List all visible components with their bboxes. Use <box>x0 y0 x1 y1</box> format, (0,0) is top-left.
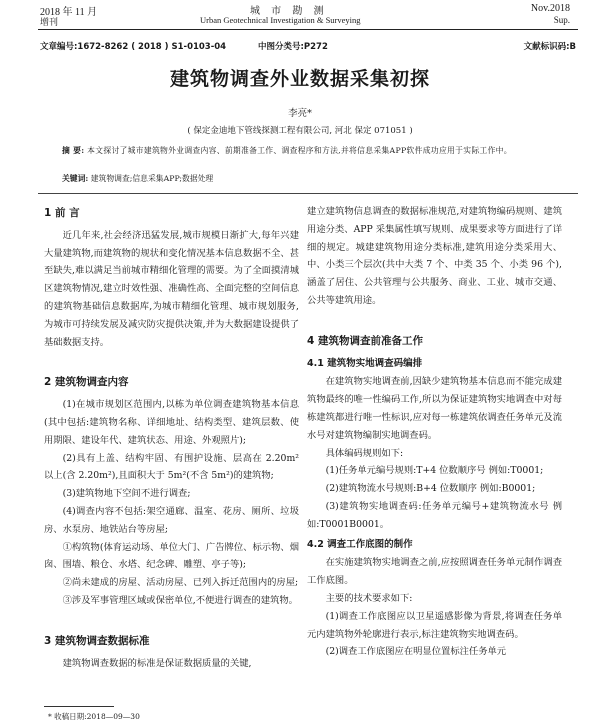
header-date-english: Nov.2018 <box>530 3 570 14</box>
paragraph: (1)任务单元编号规则:T+4 位数顺序号 例如:T0001; <box>325 465 544 477</box>
paragraph: (3)建筑物地下空间不进行调查; <box>62 488 191 500</box>
paragraph: (1)在城市规划区范围内,以栋为单位调查建筑物基本信息(其中包括:建筑物名称、详细地址、结构类型、建筑层数、使用期限、建设年代、建筑状态、用途、外观照片); <box>44 399 299 446</box>
journal-english-name: Urban Geotechnical Investigation & Surveying <box>200 15 361 25</box>
subsection-heading: 4.2 调查工作底图的制作 <box>307 538 413 550</box>
paper-title: 建筑物调查外业数据采集初探 <box>169 68 430 90</box>
paragraph: ②尚未建成的房屋、活动房屋、已列入拆迁范围内的房屋; <box>62 577 299 589</box>
received-date-footnote: * 收稿日期:2018—09—30 <box>48 712 140 721</box>
paragraph: (2)调查工作底图应在明显位置标注任务单元 <box>325 646 507 658</box>
document-code: 文献标识码:B <box>523 42 576 52</box>
paragraph: 建筑物调查数据的标准是保证数据质量的关键, <box>62 657 252 669</box>
paragraph: 主要的技术要求如下: <box>325 592 413 604</box>
header-rule <box>38 29 578 30</box>
footnote-rule <box>44 706 114 707</box>
abstract-separator <box>38 193 578 194</box>
keywords <box>62 173 562 184</box>
paragraph: 在建筑物实地调查前,因缺少建筑物基本信息而不能完成建筑物最终的唯一性编码工作,所以为保证建筑物实地调查中对每栋建筑都进行唯一性标识,应对每一栋建筑依调查任务单元及流水号对建筑物编制实地调查码。 <box>307 376 562 441</box>
paragraph: 建立建筑物信息调查的数据标准规范,对建筑物编码规则、建筑用途分类、APP 采集属性填写规则、成果要求等方面进行了详细的规定。城建建筑物用途分类标准,建筑用途分类采用大、中、小类三个层次(共中大类 7 个、中类 35 个、小类 96 个),涵盖了居住、公共管理与公共服务、商业、工业、城市交通、公共等建筑用途。 <box>307 206 562 306</box>
journal-name: 城 市 勘 测 <box>250 6 328 17</box>
subsection-heading: 4.1 建筑物实地调查码编排 <box>307 357 423 369</box>
abstract-text: 本文探讨了城市建筑物外业调查内容、前期准备工作、调查程序和方法,并将信息采集APP软件成功应用于实际工作中。 <box>87 146 512 155</box>
paragraph: ①构筑物(体育运动场、单位大门、广告牌位、标示物、烟囱、围墙、粮仓、水塔、纪念碑、雕塑、亭子等); <box>44 541 299 571</box>
classification-number: 中图分类号:P272 <box>258 42 328 52</box>
header-issue-date: 2018 年 11 月 <box>40 7 98 18</box>
left-column <box>44 203 299 672</box>
paragraph: (2)建筑物流水号规则:B+4 位数顺序 例如:B0001; <box>325 483 536 495</box>
abstract-label: 摘 要: <box>62 146 85 155</box>
section-heading: 1 前 言 <box>44 207 80 219</box>
right-column <box>307 203 562 661</box>
article-number: 文章编号:1672-8262 ( 2018 ) S1-0103-04 <box>40 42 227 52</box>
paragraph: (3)建筑物实地调查码:任务单元编号+建筑物流水号 例如:T0001B0001。 <box>307 500 562 530</box>
paragraph: 具体编码规则如下: <box>325 447 404 459</box>
abstract <box>62 143 562 159</box>
paragraph: (1)调查工作底图应以卫星遥感影像为背景,将调查任务单元内建筑物外轮廓进行表示,标注建筑物实地调查码。 <box>307 610 562 640</box>
author-name: 李亮* <box>288 108 312 119</box>
paragraph: ③涉及军事管理区域或保密单位,不便进行调查的建筑物。 <box>62 594 298 606</box>
paragraph: (2)具有上盖、结构牢固、有围护设施、层高在 2.20m² 以上(含 2.20m²),且面积大于 5m²(不含 5m²)的建筑物; <box>44 452 299 482</box>
paragraph: 在实施建筑物实地调查之前,应按照调查任务单元制作调查工作底图。 <box>307 557 562 587</box>
keywords-label: 关键词: <box>62 174 89 183</box>
keywords-text: 建筑物调查;信息采集APP;数据处理 <box>90 174 214 183</box>
section-heading: 3 建筑物调查数据标准 <box>44 634 150 647</box>
header-sup-english: Sup. <box>553 15 570 25</box>
paragraph: 近几年来,社会经济迅猛发展,城市规模日渐扩大,每年兴建大量建筑物,而建筑物的规状和变化情况基本信息数据不全、甚至缺失,难以满足当前城市精细化管理的需要。为了全面摸清城区建筑物情况,建立时效性强、准确性高、全面完整的空间信息的建筑物基础信息数据库,为城市精细化管理、城市规划服务,为城市可持续发展及减灾防灾提供决策,并为大数据建设提供了基础数据支持。 <box>44 229 299 348</box>
section-heading: 2 建筑物调查内容 <box>44 376 129 389</box>
author-affiliation: ( 保定金迪地下管线探测工程有限公司, 河北 保定 071051 ) <box>187 126 413 136</box>
paragraph: (4)调查内容不包括:架空通廊、温室、花房、厕所、垃圾房、水泵房、地铁站台等房屋; <box>44 505 299 535</box>
section-heading: 4 建筑物调查前准备工作 <box>307 334 423 347</box>
header-supplement: 增刊 <box>40 18 59 28</box>
